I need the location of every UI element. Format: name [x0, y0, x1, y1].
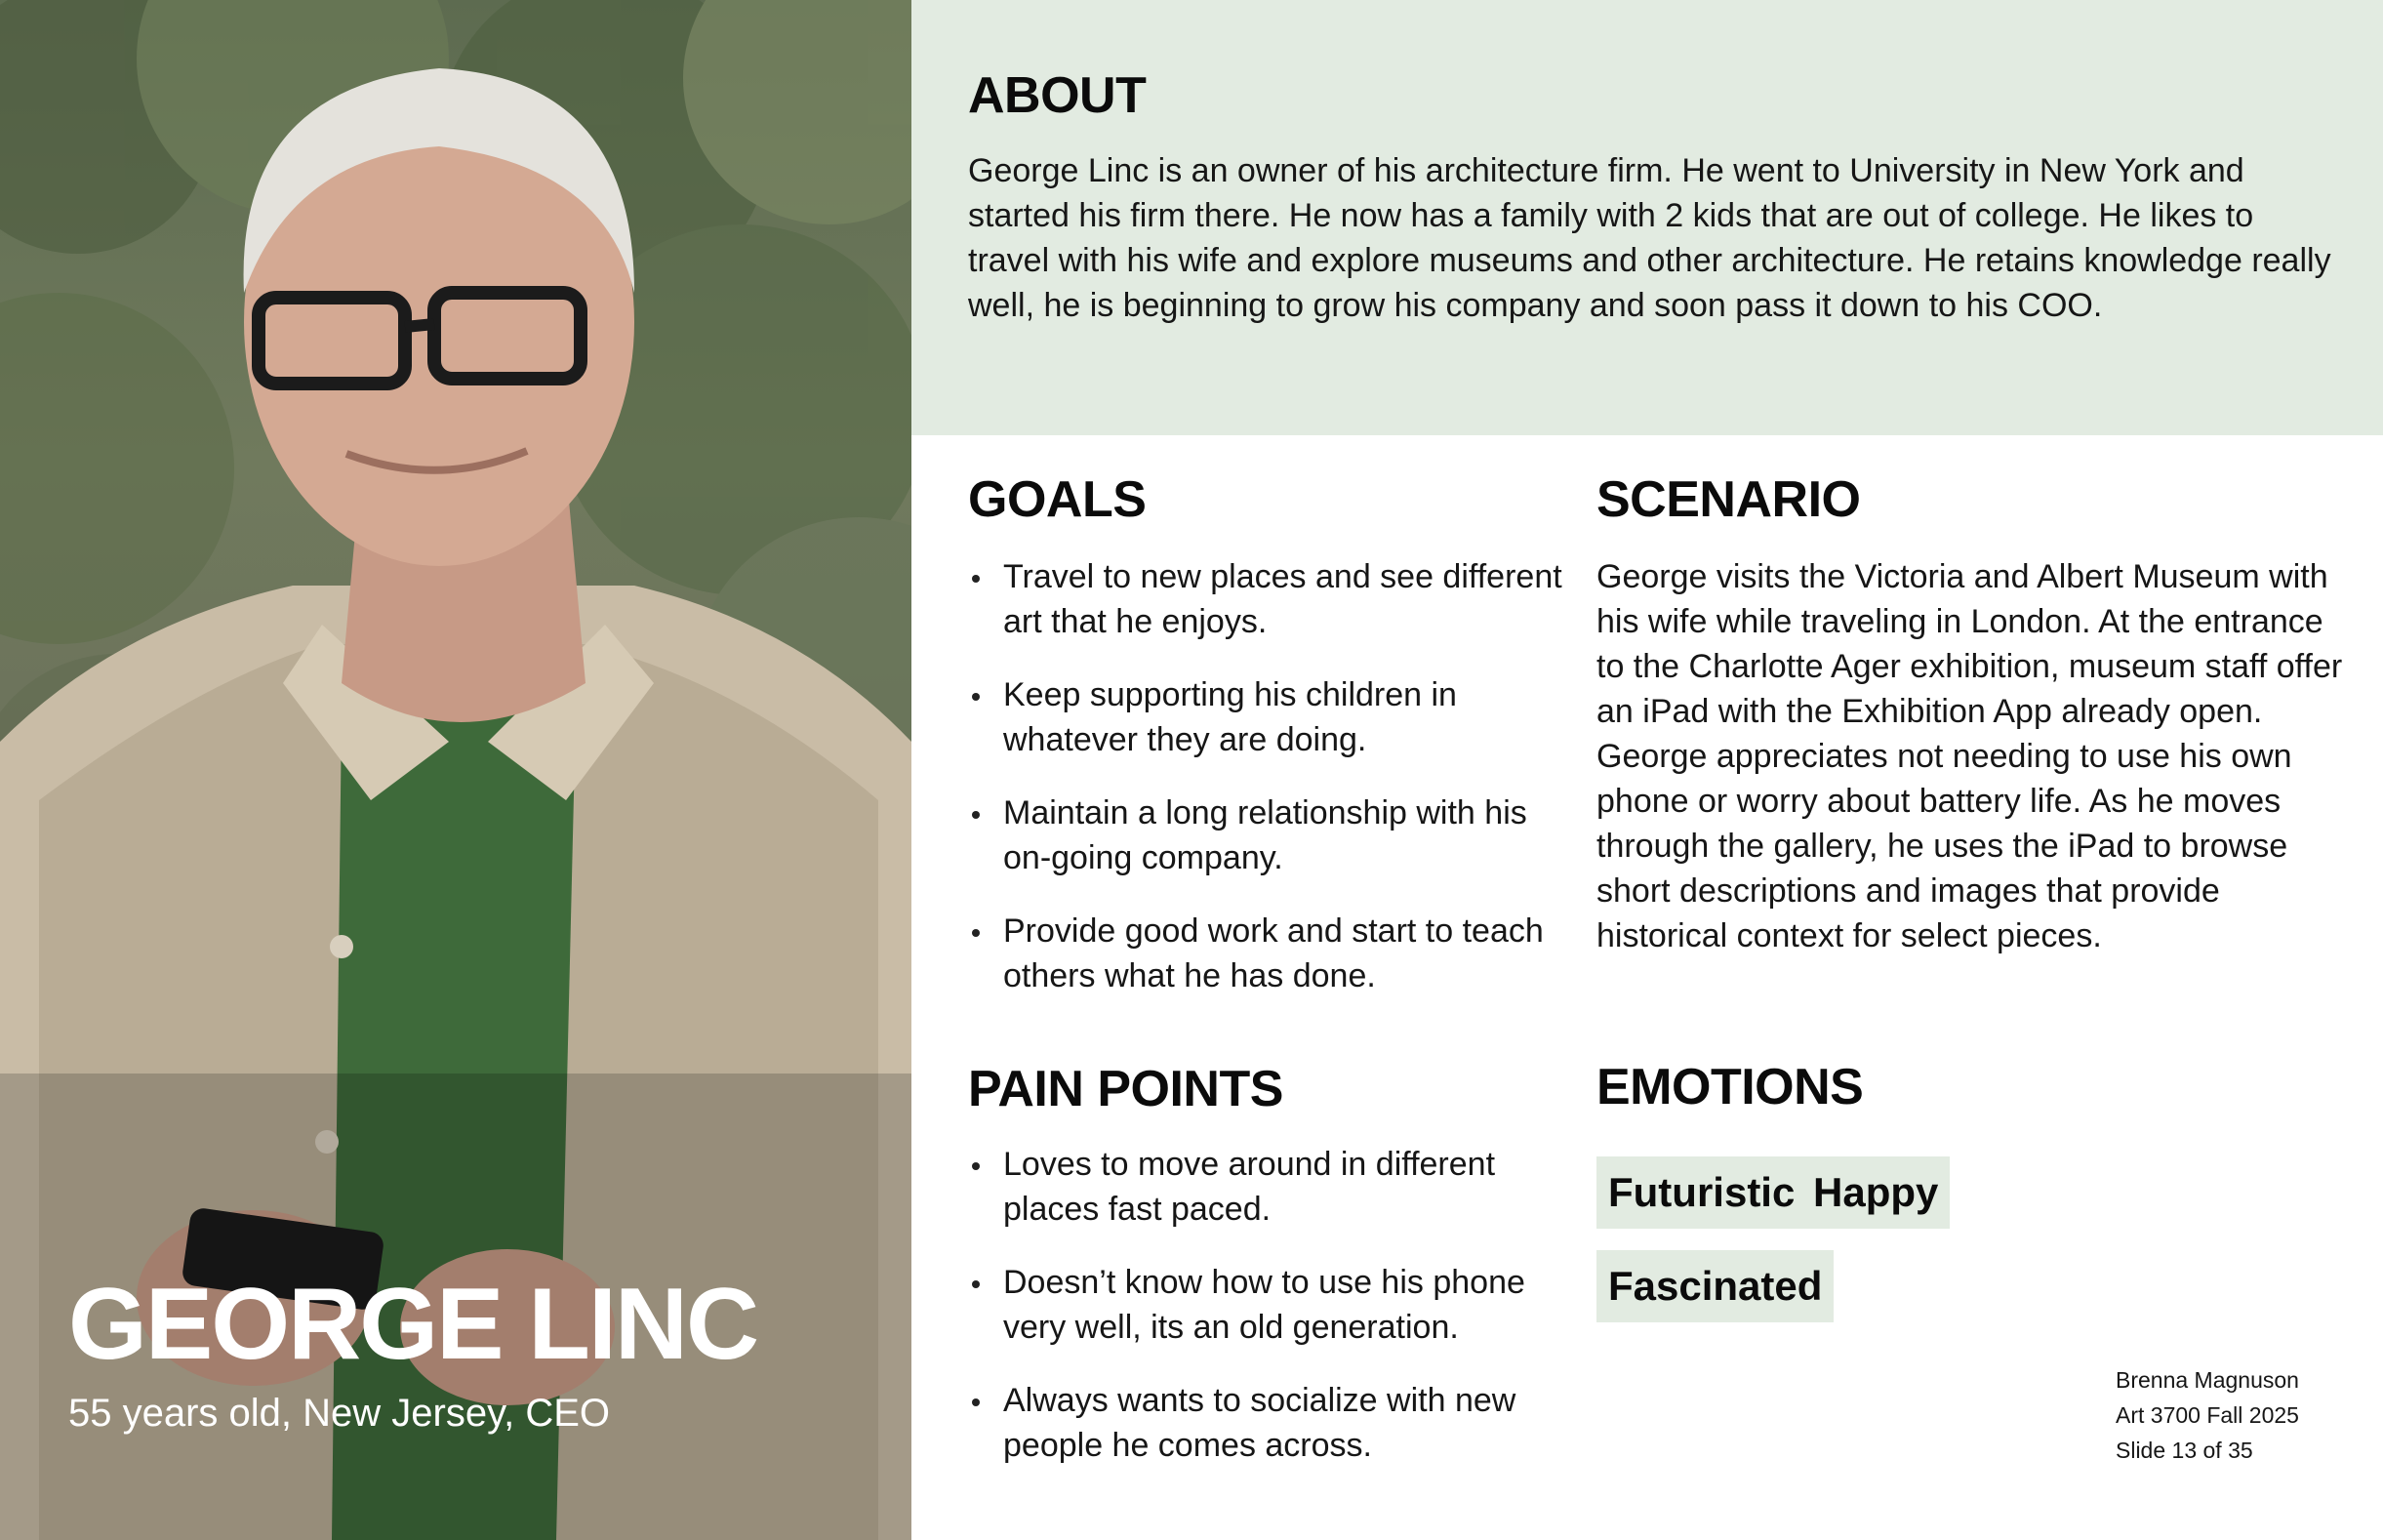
persona-name: GEORGE LINC	[68, 1268, 758, 1381]
goals-heading: GOALS	[968, 471, 1147, 528]
emotion-tag-happy: Happy	[1801, 1156, 1950, 1229]
slide-credits	[2116, 1362, 2299, 1468]
list-item: Keep supporting his children in whatever they are doing.	[968, 672, 1573, 762]
emotions-heading: EMOTIONS	[1596, 1059, 1864, 1115]
pain-points-list	[968, 1142, 1573, 1496]
scenario-text: George visits the Victoria and Albert Museum with his wife while traveling in London. At the entrance to the Charlotte Ager exhibition, museum staff offer an iPad with the Exhibition App already open. George appreciates not needing to use his own phone or worry about battery life. As he moves through the gallery, he uses the iPad to browse short descriptions and images that provide historical context for select pieces.	[1596, 558, 2343, 954]
persona-photo	[0, 0, 911, 1540]
list-item: Maintain a long relationship with his on-going company.	[968, 790, 1573, 880]
about-heading: ABOUT	[968, 67, 1147, 124]
list-item: Loves to move around in different places fast paced.	[968, 1142, 1573, 1232]
persona-subtitle: 55 years old, New Jersey, CEO	[68, 1392, 611, 1435]
credit-author: Brenna Magnuson	[2116, 1367, 2299, 1393]
goals-list	[968, 554, 1573, 1027]
emotion-tag-fascinated: Fascinated	[1596, 1250, 1834, 1322]
emotion-tag-futuristic: Futuristic	[1596, 1156, 1806, 1229]
pain-points-heading: PAIN POINTS	[968, 1061, 1283, 1117]
scenario-heading: SCENARIO	[1596, 471, 1861, 528]
list-item: Travel to new places and see different art that he enjoys.	[968, 554, 1573, 644]
about-text: George Linc is an owner of his architecture firm. He went to University in New York and started his firm there. He now has a family with 2 kids that are out of college. He likes to travel with his wife and explore museums and other architecture. He retains knowledge really well, he is beginning to grow his company and soon pass it down to his COO.	[968, 152, 2331, 324]
credit-slide-number: Slide 13 of 35	[2116, 1438, 2253, 1463]
list-item: Provide good work and start to teach others what he has done.	[968, 909, 1573, 998]
list-item: Doesn’t know how to use his phone very well, its an old generation.	[968, 1260, 1573, 1350]
credit-course: Art 3700 Fall 2025	[2116, 1402, 2299, 1428]
list-item: Always wants to socialize with new people he comes across.	[968, 1378, 1573, 1468]
